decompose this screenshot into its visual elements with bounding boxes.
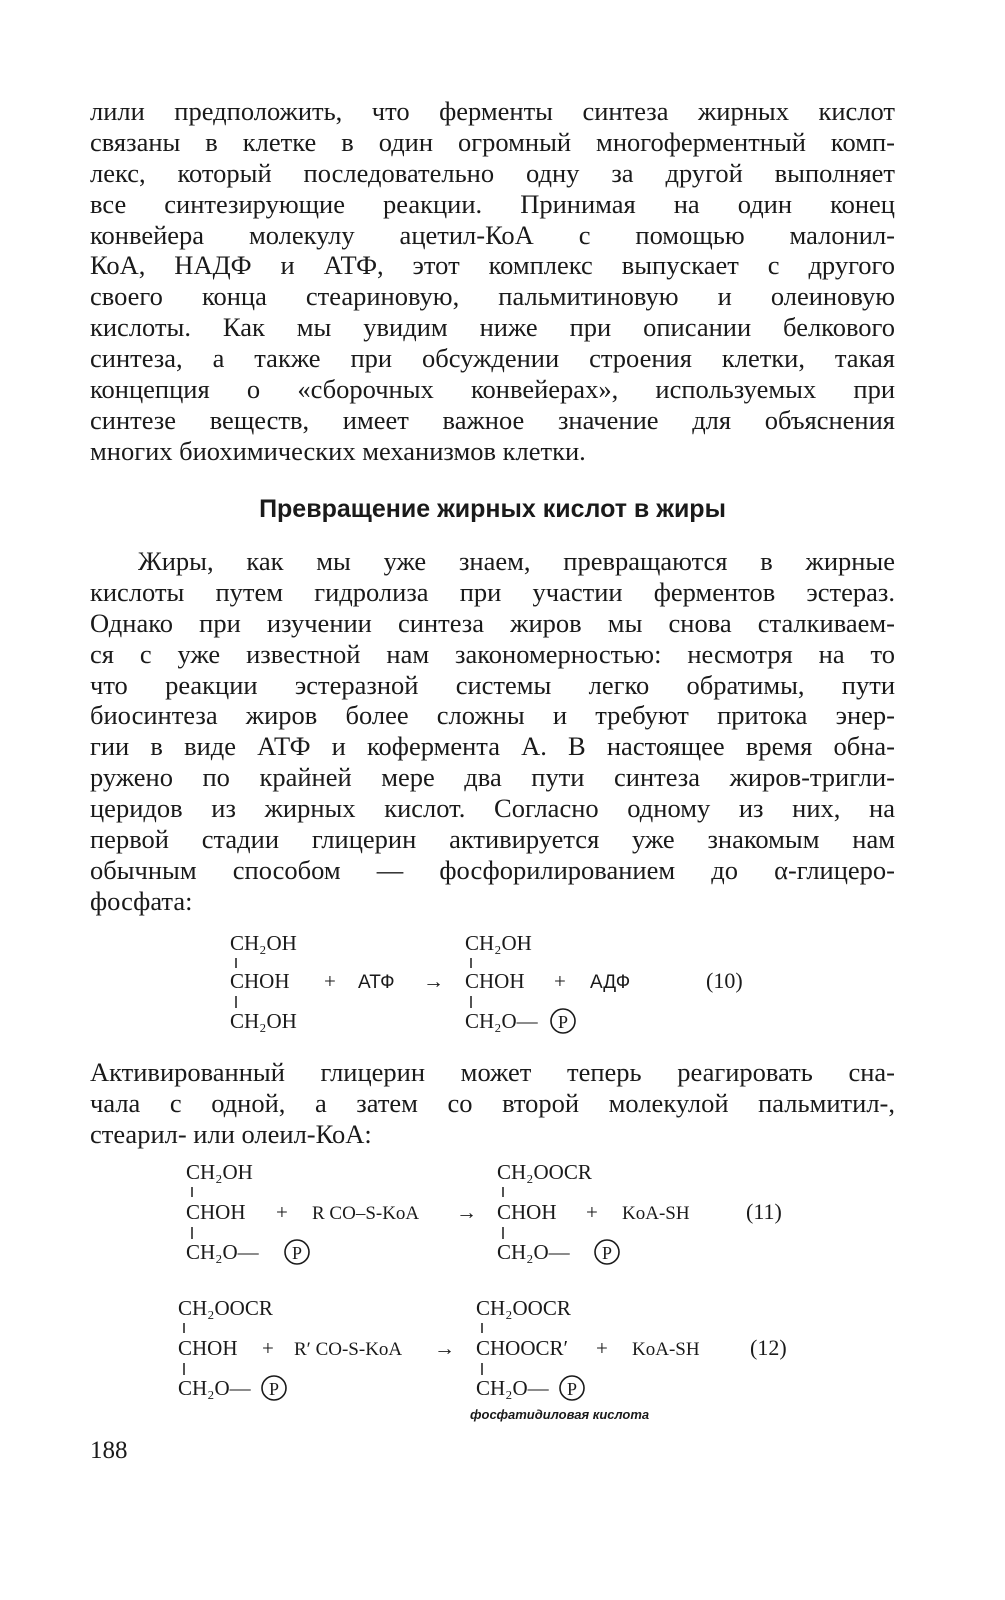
text-line: связаны в клетке в один огромный многоферментный комп-: [90, 126, 895, 157]
paragraph-3: [90, 1057, 895, 1150]
formula-right-3: CH₂O—: [497, 1240, 570, 1264]
reaction-arrow: →: [423, 969, 444, 993]
equation-11: [184, 1157, 824, 1269]
text-line: что реакции эстеразной системы легко обратимы, пути: [90, 669, 895, 700]
formula-left-3: CH₂OH: [230, 1009, 297, 1033]
phosphate-letter: P: [601, 1243, 613, 1263]
formula-left-1: CH₂OOCR: [178, 1296, 273, 1320]
equation-number: (11): [746, 1199, 782, 1224]
text-line: ся с уже известной нам закономерностью: несмотря на то: [90, 638, 895, 669]
text-line: кислоты. Как мы увидим ниже при описании белкового: [90, 312, 895, 343]
equation-12: [176, 1293, 826, 1405]
formula-left-2: CHOH: [230, 969, 290, 993]
reagent-label: R CO–S-KoA: [312, 1203, 420, 1224]
text-line: Активированный глицерин может теперь реагировать сна-: [90, 1057, 895, 1087]
text-line: ружено по крайней мере два пути синтеза жиров-тригли-: [90, 762, 895, 793]
plus-sign: +: [262, 1336, 274, 1360]
text-line: чала с одной, а затем со второй молекулой пальмитил-,: [90, 1087, 895, 1118]
text-line: все синтезирующие реакции. Принимая на один конец: [90, 188, 895, 219]
plus-sign: +: [276, 1200, 288, 1224]
text-line: церидов из жирных кислот. Согласно одному из них, на: [90, 793, 895, 824]
text-line: биосинтеза жиров более сложны и требуют притока энер-: [90, 700, 895, 731]
text-line: лекс, который последовательно одну за другой выполняет: [90, 157, 895, 188]
plus-sign: +: [324, 969, 336, 993]
formula-right-3: CH₂O—: [476, 1376, 549, 1400]
reaction-arrow: →: [456, 1200, 477, 1224]
text-line: кислоты путем гидролиза при участии ферментов эстераз.: [90, 576, 895, 607]
equation-10: [228, 928, 788, 1040]
text-line: фосфата:: [90, 885, 193, 916]
text-line: своего конца стеариновую, пальмитиновую и олеиновую: [90, 281, 895, 312]
formula-left-1: CH₂OH: [186, 1160, 253, 1184]
text-line: конвейера молекулу ацетил-КоА с помощью малонил-: [90, 219, 895, 250]
text-line: синтеза, а также при обсуждении строения клетки, такая: [90, 343, 895, 374]
equation-number: (10): [706, 968, 743, 993]
formula-right-1: CH₂OH: [465, 931, 532, 955]
formula-right-2: CHOOCR′: [476, 1336, 569, 1360]
formula-left-3: CH₂O—: [186, 1240, 259, 1264]
formula-right-3: CH₂O—: [465, 1009, 538, 1033]
paragraph-1: [90, 96, 895, 467]
text-line: КоА, НАДФ и АТФ, этот комплекс выпускает с другого: [90, 250, 895, 281]
product-caption: фосфатидиловая кислота: [470, 1407, 650, 1422]
phosphate-letter: P: [557, 1012, 569, 1032]
text-line: стеарил- или олеил-КоА:: [90, 1118, 372, 1149]
formula-left-3: CH₂O—: [178, 1376, 251, 1400]
formula-left-1: CH₂OH: [230, 931, 297, 955]
formula-left-2: CHOH: [178, 1336, 238, 1360]
phosphate-letter: P: [566, 1379, 578, 1399]
product-label: KoA-SH: [632, 1339, 700, 1360]
formula-left-2: CHOH: [186, 1200, 246, 1224]
product-label: KoA-SH: [622, 1203, 690, 1224]
text-line: многих биохимических механизмов клетки.: [90, 435, 586, 466]
text-line: Жиры, как мы уже знаем, превращаются в жирные: [138, 546, 895, 576]
reagent-label: R′ CO-S-KoA: [294, 1339, 403, 1360]
plus-sign: +: [586, 1200, 598, 1224]
text-line: лили предположить, что ферменты синтеза жирных кислот: [90, 96, 895, 126]
page-number: 188: [90, 1437, 128, 1464]
plus-sign: +: [596, 1336, 608, 1360]
text-line: концепция о «сборочных конвейерах», используемых при: [90, 374, 895, 405]
text-line: синтезе веществ, имеет важное значение для объяснения: [90, 404, 895, 435]
formula-right-1: CH₂OOCR: [476, 1296, 571, 1320]
formula-right-1: CH₂OOCR: [497, 1160, 592, 1184]
text-line: Однако при изучении синтеза жиров мы снова сталкиваем-: [90, 607, 895, 638]
phosphate-letter: P: [291, 1243, 303, 1263]
plus-sign: +: [554, 969, 566, 993]
formula-right-2: CHOH: [497, 1200, 557, 1224]
reaction-arrow: →: [434, 1336, 455, 1360]
phosphate-letter: P: [268, 1379, 280, 1399]
section-heading: Превращение жирных кислот в жиры: [259, 495, 726, 523]
equation-number: (12): [750, 1335, 787, 1360]
reagent-label: АТФ: [358, 972, 395, 993]
paragraph-2: [90, 546, 895, 917]
text-line: гии в виде АТФ и кофермента А. В настоящее время обна-: [90, 731, 895, 762]
text-line: первой стадии глицерин активируется уже знакомым нам: [90, 824, 895, 855]
product-label: АДФ: [590, 972, 631, 993]
text-line: обычным способом — фосфорилированием до α-глицеро-: [90, 854, 895, 885]
formula-right-2: CHOH: [465, 969, 525, 993]
